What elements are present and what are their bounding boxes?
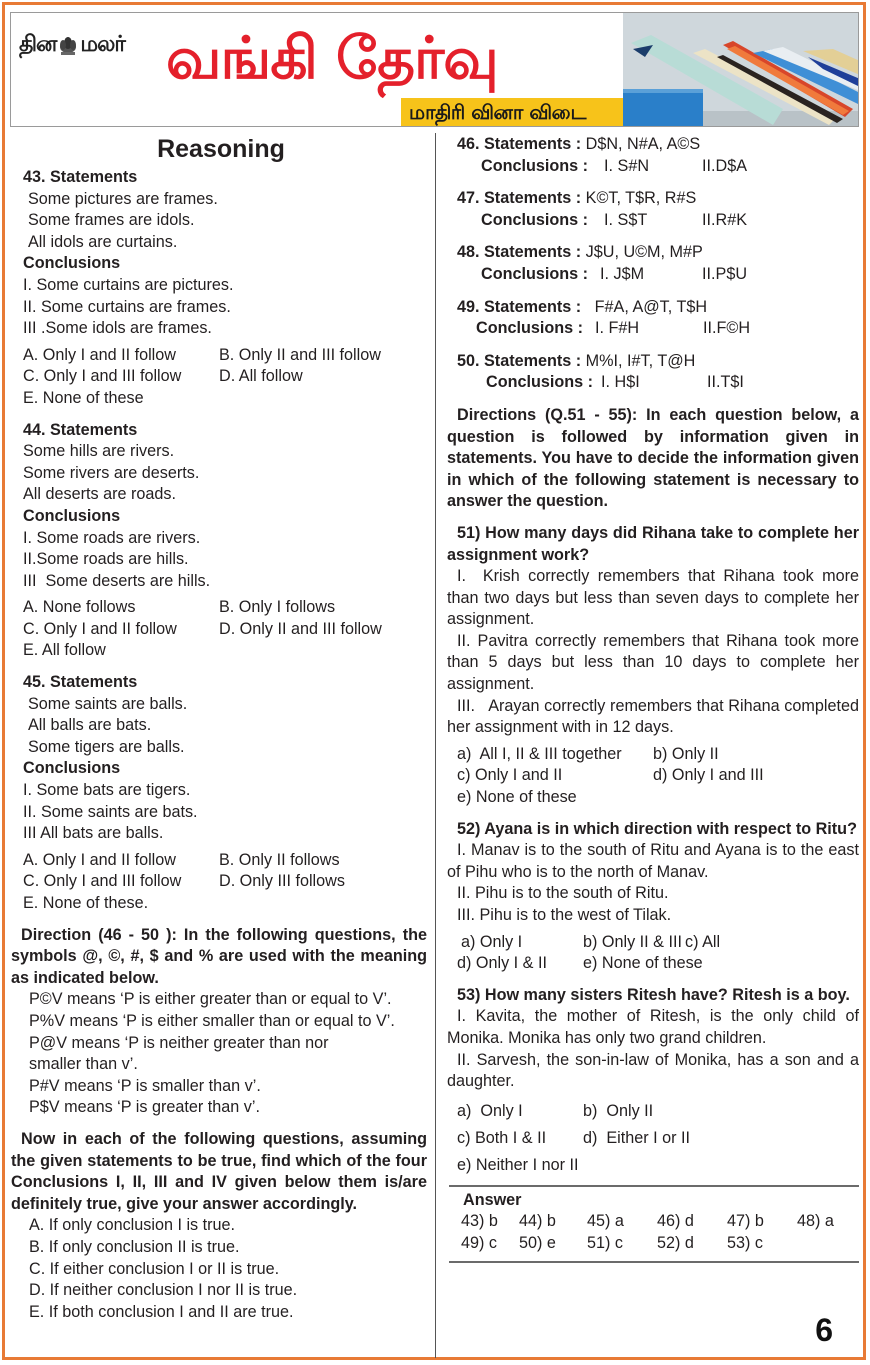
conclusion-1: I. S#N [604, 156, 650, 175]
options [19, 345, 427, 410]
answer-item: 49) c [461, 1233, 497, 1252]
page-subtitle: மாதிரி வினா விடை [401, 98, 629, 127]
conclusions-label: Conclusions : [481, 156, 589, 175]
option-c: c) All [685, 932, 721, 951]
option-c: C. Only I and III follow [23, 872, 182, 891]
answer-item: 53) c [727, 1233, 763, 1252]
conclusions-label: Conclusions : [476, 319, 584, 338]
question-heading: 45. Statements [23, 673, 138, 692]
statement: III. Pihu is to the west of Tilak. [457, 906, 672, 924]
instructions [11, 1129, 427, 1323]
options [447, 744, 859, 809]
conclusions-label: Conclusions : [481, 264, 589, 283]
conclusion-1: I. S$T [604, 210, 648, 229]
option-d: D. All follow [219, 367, 303, 386]
option-d: d) Only I & II [457, 954, 547, 973]
question-53 [447, 985, 859, 1179]
statement: Some frames are idols. [28, 211, 195, 230]
direction-46-50 [11, 925, 427, 1119]
books-image [623, 13, 859, 127]
statements-value: K©T, T$R, R#S [585, 189, 697, 208]
conclusions-label: Conclusions [23, 254, 121, 273]
option-e: e) None of these [457, 788, 577, 807]
question-text: 53) How many sisters Ritesh have? Ritesh is a boy. [457, 985, 850, 1004]
options [19, 850, 427, 915]
answer-row-2 [447, 1233, 859, 1255]
option-b: B. Only I follows [219, 598, 336, 617]
question-text: 51) How many days did Rihana take to complete her assignment work? [447, 523, 859, 564]
newspaper-page [2, 2, 866, 1360]
symbol-meaning: P©V means ‘P is either greater than or equal to V’. [29, 990, 392, 1009]
symbol-meaning: P#V means ‘P is smaller than v’. [29, 1076, 261, 1095]
option-c: C. Only I and III follow [23, 367, 182, 386]
options [447, 1098, 859, 1179]
symbol-meanings [11, 989, 427, 1119]
statements-value: D$N, N#A, A©S [585, 135, 701, 153]
option-c: C. Only I and II follow [23, 619, 177, 638]
conclusion: I. Some curtains are pictures. [23, 275, 234, 294]
conclusion: III All bats are balls. [23, 824, 164, 843]
option-e: e) Neither I nor II [457, 1155, 579, 1174]
right-column [447, 131, 864, 1263]
statement: All idols are curtains. [28, 232, 178, 251]
option-b: B. Only II follows [219, 850, 340, 869]
instructions-text: Now in each of the following questions, assuming the given statements to be true, find which of the four Conclusions I, II, III and IV given below them is/are definitely true, give your answer accordingly. [11, 1129, 427, 1213]
statement: II. Pihu is to the south of Ritu. [457, 884, 669, 903]
answer-key-options [11, 1215, 427, 1323]
option-d: d) Only I and III [653, 766, 764, 785]
conclusion: I. Some bats are tigers. [23, 781, 191, 800]
statement: Some saints are balls. [28, 694, 188, 713]
option-e: E. None of these [23, 388, 144, 407]
answer-row-1 [447, 1211, 859, 1233]
statement: All balls are bats. [28, 716, 152, 735]
conclusion-2: II.P$U [702, 264, 748, 283]
answer-top-rule [449, 1185, 859, 1187]
statements-label: 49. Statements : [457, 297, 582, 316]
answer-item: 46) d [657, 1212, 694, 1231]
options [19, 597, 427, 662]
lotus-icon [58, 35, 78, 57]
options [447, 932, 859, 975]
column-divider [435, 133, 436, 1358]
statement: III. Arayan correctly remembers that Rihana completed her assignment with in 12 days. [447, 696, 864, 737]
answer-item: 43) b [461, 1212, 498, 1231]
books-illustration-icon [623, 13, 859, 127]
statements-label: 50. Statements : [457, 351, 582, 370]
statement: II. Sarvesh, the son-in-law of Monika, has a son and a daughter. [447, 1050, 859, 1091]
logo-text-right: மலர் [80, 32, 125, 57]
option-d: d) Either I or II [583, 1128, 691, 1147]
question-heading: 43. Statements [23, 168, 138, 186]
question-text: 52) Ayana is in which direction with respect to Ritu? [457, 819, 857, 838]
option-b: B. If only conclusion II is true. [29, 1237, 240, 1256]
option-e: E. All follow [23, 641, 106, 660]
answer-item: 52) d [657, 1233, 694, 1252]
question-46 [447, 134, 859, 177]
symbol-meaning: smaller than v’. [29, 1055, 138, 1074]
answer-item: 51) c [587, 1233, 623, 1252]
question-44 [19, 420, 427, 663]
conclusion-1: I. F#H [595, 319, 640, 338]
option-d: D. Only II and III follow [219, 619, 382, 638]
statements-label: 48. Statements : [457, 243, 582, 262]
symbol-meaning: P%V means ‘P is either smaller than or equal to V’. [29, 1011, 395, 1030]
statement: I. Krish correctly remembers that Rihana took more than two days but less than seven days to complete her assignment. [447, 567, 864, 629]
option-c: c) Both I & II [457, 1128, 547, 1147]
section-title: Reasoning [157, 135, 285, 163]
page-number: 6 [815, 1312, 833, 1348]
direction-text: Direction (46 - 50 ): In the following questions, the symbols @, ©, #, $ and % are used with the meaning as indicated below. [11, 925, 427, 987]
conclusion: III Some deserts are hills. [23, 571, 211, 590]
conclusion-2: II.T$I [707, 373, 744, 392]
statements-value: F#A, A@T, T$H [594, 297, 708, 316]
conclusions-label: Conclusions [23, 506, 121, 525]
option-d: D. If neither conclusion I nor II is true. [29, 1281, 298, 1300]
statements-value: M%I, I#T, T@H [585, 351, 696, 370]
conclusion-2: II.D$A [702, 156, 748, 175]
answer-item: 48) a [797, 1212, 834, 1231]
option-d: D. Only III follows [219, 872, 345, 891]
answer-item: 50) e [519, 1233, 556, 1252]
option-a: a) All I, II & III together [457, 744, 622, 763]
conclusion-1: I. H$I [601, 373, 640, 392]
statements-value: J$U, U©M, M#P [585, 243, 703, 262]
question-47 [447, 188, 859, 231]
answer-item: 44) b [519, 1212, 556, 1231]
page-header [10, 12, 859, 127]
statement: Some rivers are deserts. [23, 463, 200, 482]
option-e: E. If both conclusion I and II are true. [29, 1302, 294, 1321]
statement: Some tigers are balls. [28, 737, 185, 756]
answer-item: 47) b [727, 1212, 764, 1231]
page-title: வங்கி தேர்வு [166, 24, 498, 92]
option-a: A. Only I and II follow [23, 345, 176, 364]
statement: All deserts are roads. [23, 485, 176, 504]
answer-title: Answer [463, 1190, 522, 1209]
question-49 [447, 297, 859, 340]
conclusion: III .Some idols are frames. [23, 319, 212, 338]
question-43 [19, 167, 427, 410]
option-a: A. Only I and II follow [23, 850, 176, 869]
conclusions-label: Conclusions : [486, 373, 594, 392]
conclusion: II.Some roads are hills. [23, 550, 189, 569]
option-b: b) Only II & III [583, 932, 682, 951]
option-b: b) Only II [653, 744, 719, 763]
option-c: c) Only I and II [457, 766, 563, 785]
conclusion: II. Some saints are bats. [23, 802, 198, 821]
answer-key [447, 1190, 859, 1255]
option-a: A. If only conclusion I is true. [29, 1216, 236, 1235]
question-52 [447, 819, 859, 975]
logo-text-left: தின [19, 32, 57, 57]
symbol-meaning: P@V means ‘P is neither greater than nor [29, 1033, 329, 1052]
option-e: E. None of these. [23, 894, 149, 912]
option-b: b) Only II [583, 1101, 654, 1120]
answer-bottom-rule [449, 1261, 859, 1263]
statement: I. Kavita, the mother of Ritesh, is the only child of Monika. Monika has only two grand children. [447, 1007, 859, 1047]
statements-label: 46. Statements : [457, 135, 582, 153]
statement: I. Manav is to the south of Ritu and Ayana is to the east of Pihu who is to the north of Manav. [447, 841, 859, 881]
option-e: e) None of these [583, 954, 703, 973]
symbol-meaning: P$V means ‘P is greater than v’. [29, 1098, 260, 1117]
conclusion: II. Some curtains are frames. [23, 297, 231, 316]
option-a: a) Only I [457, 1101, 523, 1120]
option-a: A. None follows [23, 598, 136, 617]
dinamalar-logo [19, 29, 125, 63]
conclusion-1: I. J$M [600, 264, 645, 283]
statement: II. Pavitra correctly remembers that Rihana took more than 5 days but less than 10 days to complete her assignment. [447, 631, 859, 694]
option-c: C. If either conclusion I or II is true. [29, 1259, 280, 1278]
answer-item: 45) a [587, 1212, 624, 1231]
question-45 [19, 672, 427, 915]
option-a: a) Only I [461, 932, 523, 951]
conclusion-2: II.R#K [702, 210, 748, 229]
statement: Some hills are rivers. [23, 442, 175, 461]
statement: Some pictures are frames. [28, 189, 218, 208]
conclusions-label: Conclusions : [481, 210, 589, 229]
conclusion-2: II.F©H [703, 319, 751, 338]
question-51 [447, 523, 864, 809]
conclusions-label: Conclusions [23, 759, 121, 778]
question-48 [447, 242, 859, 285]
option-b: B. Only II and III follow [219, 345, 381, 364]
conclusion: I. Some roads are rivers. [23, 528, 201, 547]
direction-51-55: Directions (Q.51 - 55): In each question below, a question is followed by information given in statements. You have to decide the information given in which of the following statement is necessary to answer the question. [447, 405, 859, 511]
left-column [11, 131, 427, 1333]
statements-label: 47. Statements : [457, 189, 582, 208]
question-heading: 44. Statements [23, 420, 138, 439]
question-50 [447, 351, 859, 394]
